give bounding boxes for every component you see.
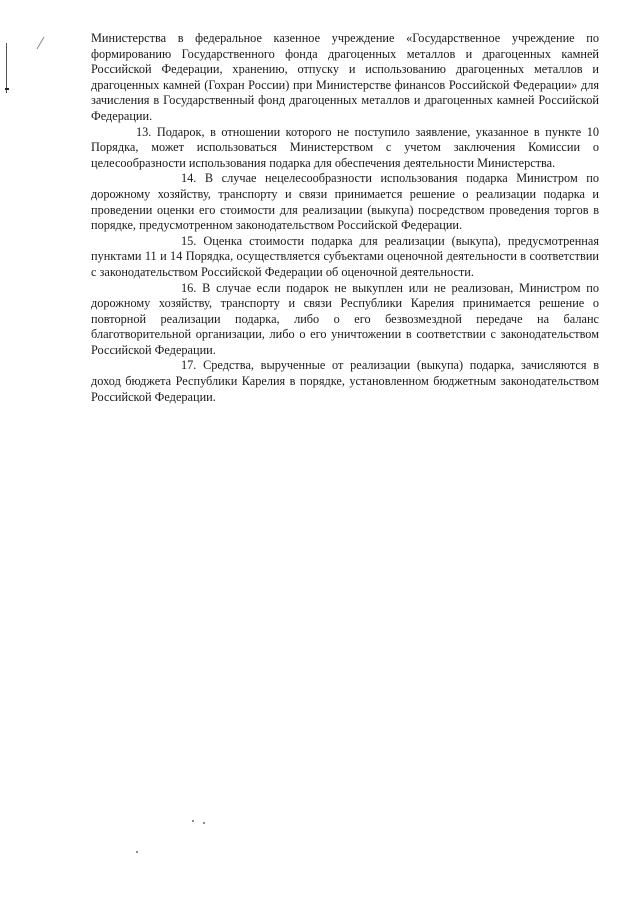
scan-artifact-tick (5, 88, 9, 90)
paragraph-text: Средства, вырученные от реализации (выкупа) подарка, зачисляются в доход бюджета Республики Карелия в порядке, установленном бюджетным законодательством Российской Федерации. (91, 358, 599, 404)
paragraph-number: 14. (181, 171, 197, 186)
scan-artifact-line (6, 43, 7, 93)
paragraph-text: 13. Подарок, в отношении которого не поступило заявление, указанное в пункте 10 Порядка, может использоваться Министерством с учетом заключения Комиссии о целесообразности использования подарка для обеспечения деятельности Министерства. (91, 124, 599, 170)
paragraph-16 (91, 281, 599, 359)
scan-artifact-dot (203, 822, 205, 824)
paragraph-17 (91, 358, 599, 405)
scan-artifact-dot (192, 820, 194, 822)
paragraph-15 (91, 234, 599, 281)
paragraph-number: 17. (181, 358, 197, 373)
paragraph-number: 15. (181, 233, 197, 248)
scan-artifact-dot (136, 851, 138, 853)
paragraph-continuation (91, 31, 599, 125)
paragraph-13 (91, 125, 599, 172)
paragraph-text: Оценка стоимости подарка для реализации (выкупа), предусмотренная пунктами 11 и 14 Порядка, осуществляется субъектами оценочной деятельности в соответствии с законодательством Российской Федерации об оценочной деятельности. (91, 233, 599, 279)
document-body (91, 31, 599, 405)
paragraph-text: В случае если подарок не выкуплен или не реализован, Министром по дорожному хозяйству, транспорту и связи Республики Карелия принимается решение о повторной реализации подарка, либо о его безвозмездной передаче на баланс благотворительной организации, либо о его уничтожении в соответствии с законодательством Российской Федерации. (91, 280, 599, 357)
paragraph-text: Министерства в федеральное казенное учреждение «Государственное учреждение по формированию Государственного фонда драгоценных металлов и драгоценных камней Российской Федерации, хранению, отпуску и использованию драгоценных металлов и драгоценных камней (Гохран России) при Министерстве финансов Российской Федерации» для зачисления в Государственный фонд драгоценных металлов и драгоценных камней Российской Федерации. (91, 31, 599, 123)
paragraph-14 (91, 171, 599, 233)
scan-artifact-slash (37, 37, 45, 50)
paragraph-number: 16. (181, 280, 197, 295)
paragraph-text: В случае нецелесообразности использования подарка Министром по дорожному хозяйству, транспорту и связи принимается решение о реализации подарка и проведении оценки его стоимости для реализации (выкупа) посредством проведения торгов в порядке, предусмотренном законодательством Российской Федерации. (91, 171, 600, 233)
